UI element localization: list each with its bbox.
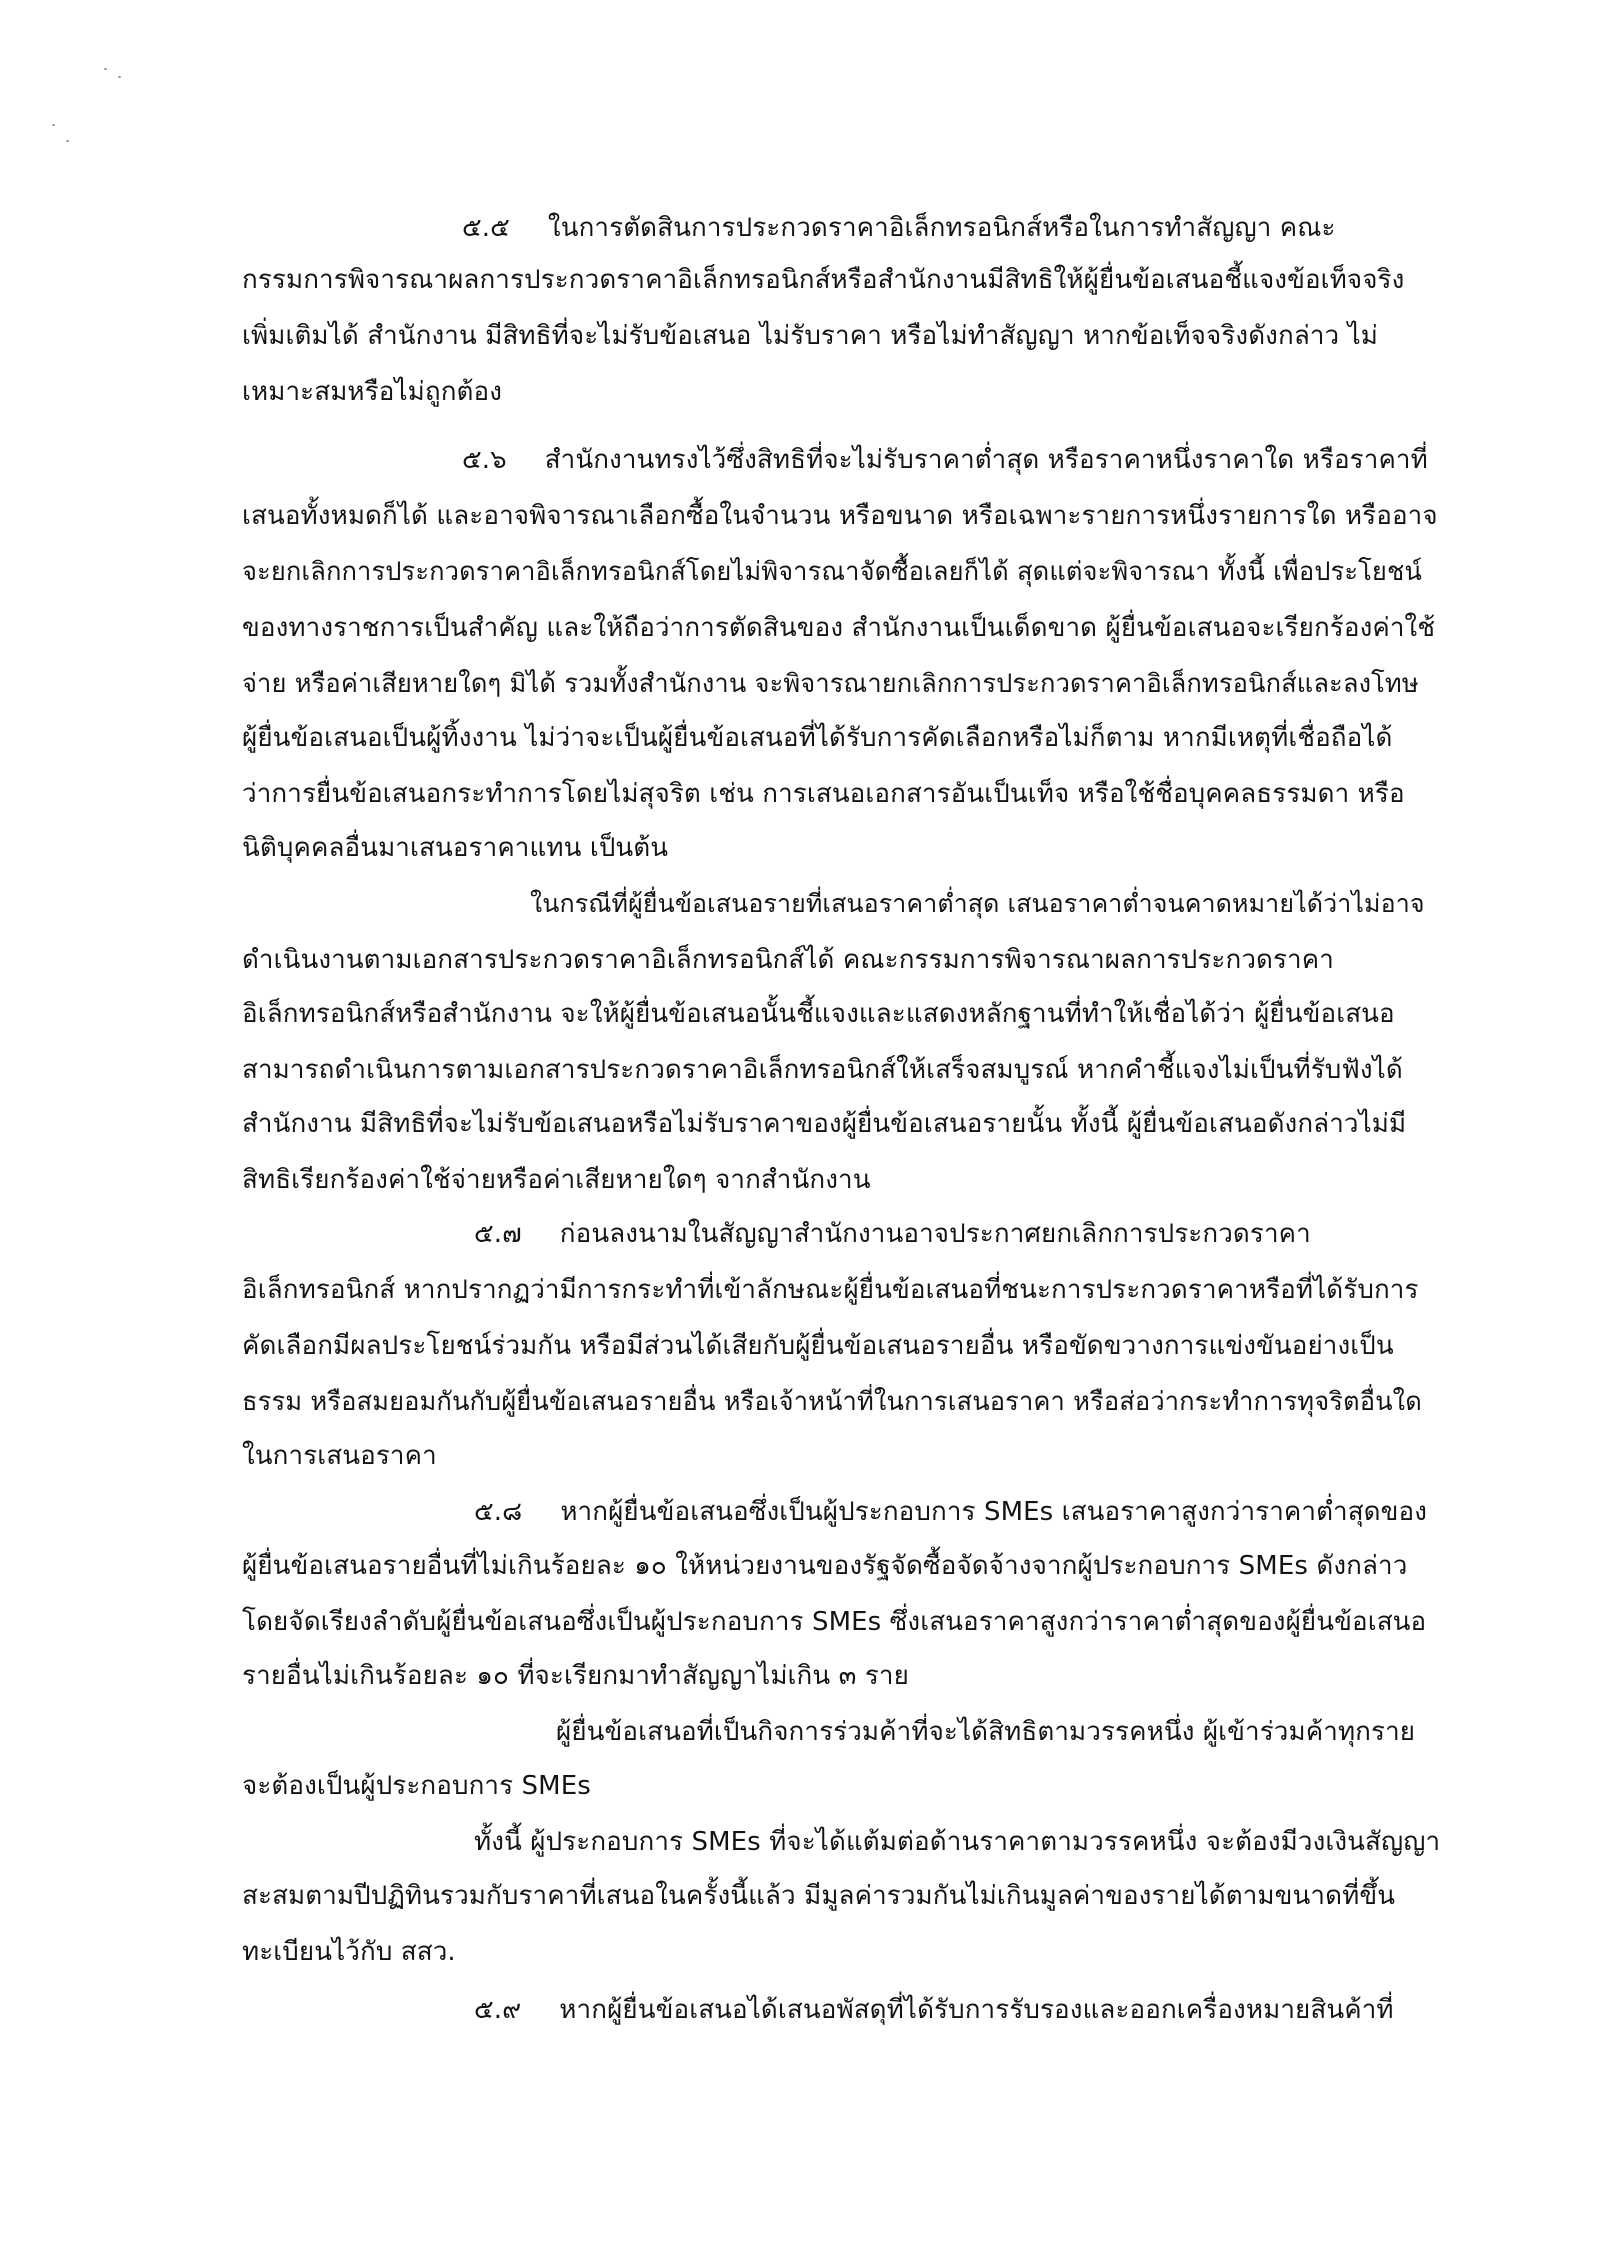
text-line: สะสมตามปีปฏิทินรวมกับราคาที่เสนอในครั้งนี้แล้ว มีมูลค่ารวมกันไม่เกินมูลค่าของรายได้ตามขนาดที่ขึ้น	[242, 1881, 1396, 1911]
text-line: ผู้ยื่นข้อเสนอที่เป็นกิจการร่วมค้าที่จะได้สิทธิตามวรรคหนึ่ง ผู้เข้าร่วมค้าทุกราย	[556, 1717, 1416, 1747]
text-line: หากผู้ยื่นข้อเสนอซึ่งเป็นผู้ประกอบการ SMEs เสนอราคาสูงกว่าราคาต่ำสุดของ	[560, 1497, 1428, 1527]
text-line: สามารถดำเนินการตามเอกสารประกวดราคาอิเล็กทรอนิกส์ให้เสร็จสมบูรณ์ หากคำชี้แจงไม่เป็นที่รับฟังได้	[242, 1055, 1403, 1085]
text-line: เสนอทั้งหมดก็ได้ และอาจพิจารณาเลือกซื้อในจำนวน หรือขนาด หรือเฉพาะรายการหนึ่งรายการใด หรืออาจ	[242, 501, 1438, 531]
text-line: คัดเลือกมีผลประโยชน์ร่วมกัน หรือมีส่วนได้เสียกับผู้ยื่นข้อเสนอรายอื่น หรือขัดขวางการแข่งขันอย่างเป็น	[242, 1331, 1394, 1361]
clause-number: ๕.๕	[462, 213, 510, 243]
scan-speck	[104, 68, 107, 70]
clause-number: ๕.๘	[474, 1497, 523, 1527]
text-line: จะต้องเป็นผู้ประกอบการ SMEs	[242, 1771, 591, 1801]
text-line: จ่าย หรือค่าเสียหายใดๆ มิได้ รวมทั้งสำนักงาน จะพิจารณายกเลิกการประกวดราคาอิเล็กทรอนิกส์และลงโทษ	[242, 669, 1419, 699]
text-line: ว่าการยื่นข้อเสนอกระทำการโดยไม่สุจริต เช่น การเสนอเอกสารอันเป็นเท็จ หรือใช้ชื่อบุคคลธรรมดา หรือ	[242, 779, 1405, 809]
text-line: ทะเบียนไว้กับ สสว.	[242, 1937, 456, 1967]
clause-heading-line	[474, 1990, 1394, 2030]
text-line: นิติบุคคลอื่นมาเสนอราคาแทน เป็นต้น	[242, 833, 669, 863]
clause-heading-line	[462, 208, 1336, 248]
text-line: อิเล็กทรอนิกส์หรือสำนักงาน จะให้ผู้ยื่นข้อเสนอนั้นชี้แจงและแสดงหลักฐานที่ทำให้เชื่อได้ว่า ผู้ยื่นข้อเสนอ	[242, 999, 1395, 1029]
text-line: ทั้งนี้ ผู้ประกอบการ SMEs ที่จะได้แต้มต่อด้านราคาตามวรรคหนึ่ง จะต้องมีวงเงินสัญญา	[474, 1827, 1441, 1857]
text-line: ของทางราชการเป็นสำคัญ และให้ถือว่าการตัดสินของ สำนักงานเป็นเด็ดขาด ผู้ยื่นข้อเสนอจะเรียกร้องค่าใช้	[242, 613, 1436, 643]
clause-number: ๕.๙	[474, 1995, 522, 2025]
text-line: รายอื่นไม่เกินร้อยละ ๑๐ ที่จะเรียกมาทำสัญญาไม่เกิน ๓ ราย	[242, 1661, 909, 1691]
text-line: กรรมการพิจารณาผลการประกวดราคาอิเล็กทรอนิกส์หรือสำนักงานมีสิทธิให้ผู้ยื่นข้อเสนอชี้แจงข้อเท็จจริง	[242, 265, 1405, 295]
text-line: ธรรม หรือสมยอมกันกับผู้ยื่นข้อเสนอรายอื่น หรือเจ้าหน้าที่ในการเสนอราคา หรือส่อว่ากระทำการทุจริตอื่นใด	[242, 1387, 1422, 1417]
text-line: หากผู้ยื่นข้อเสนอได้เสนอพัสดุที่ได้รับการรับรองและออกเครื่องหมายสินค้าที่	[559, 1995, 1394, 2025]
text-line: สำนักงานทรงไว้ซึ่งสิทธิที่จะไม่รับราคาต่ำสุด หรือราคาหนึ่งราคาใด หรือราคาที่	[544, 445, 1428, 475]
clause-heading-line	[474, 1214, 1311, 1254]
text-line: เพิ่มเติมได้ สำนักงาน มีสิทธิที่จะไม่รับข้อเสนอ ไม่รับราคา หรือไม่ทำสัญญา หากข้อเท็จจริงดังกล่าว ไม่	[242, 321, 1379, 351]
text-line: ผู้ยื่นข้อเสนอเป็นผู้ทิ้งงาน ไม่ว่าจะเป็นผู้ยื่นข้อเสนอที่ได้รับการคัดเลือกหรือไม่ก็ตาม หากมีเหตุที่เชื่อถือได้	[242, 723, 1393, 753]
text-line: เหมาะสมหรือไม่ถูกต้อง	[242, 377, 503, 407]
text-line: ในการเสนอราคา	[242, 1441, 437, 1471]
text-line: ผู้ยื่นข้อเสนอรายอื่นที่ไม่เกินร้อยละ ๑๐ ให้หน่วยงานของรัฐจัดซื้อจัดจ้างจากผู้ประกอบการ SMEs ดังกล่าว	[242, 1551, 1408, 1581]
scan-speck	[66, 140, 69, 142]
text-line: ในการตัดสินการประกวดราคาอิเล็กทรอนิกส์หรือในการทำสัญญา คณะ	[547, 213, 1336, 243]
clause-heading-line	[462, 440, 1428, 480]
clause-number: ๕.๗	[474, 1219, 522, 1249]
text-line: สิทธิเรียกร้องค่าใช้จ่ายหรือค่าเสียหายใดๆ จากสำนักงาน	[242, 1165, 871, 1195]
scan-speck	[52, 124, 55, 126]
text-line: ก่อนลงนามในสัญญาสำนักงานอาจประกาศยกเลิกการประกวดราคา	[559, 1219, 1311, 1249]
clause-number: ๕.๖	[462, 445, 507, 475]
text-line: ดำเนินงานตามเอกสารประกวดราคาอิเล็กทรอนิกส์ได้ คณะกรรมการพิจารณาผลการประกวดราคา	[242, 945, 1334, 975]
clause-heading-line	[474, 1492, 1427, 1532]
text-line: จะยกเลิกการประกวดราคาอิเล็กทรอนิกส์โดยไม่พิจารณาจัดซื้อเลยก็ได้ สุดแต่จะพิจารณา ทั้งนี้ เพื่อประโยชน์	[242, 557, 1422, 587]
text-line: อิเล็กทรอนิกส์ หากปรากฏว่ามีการกระทำที่เข้าลักษณะผู้ยื่นข้อเสนอที่ชนะการประกวดราคาหรือที่ได้รับการ	[242, 1275, 1419, 1305]
text-line: โดยจัดเรียงลำดับผู้ยื่นข้อเสนอซึ่งเป็นผู้ประกอบการ SMEs ซึ่งเสนอราคาสูงกว่าราคาต่ำสุดของผู้ยื่นข้อเสนอ	[242, 1607, 1427, 1637]
text-line: สำนักงาน มีสิทธิที่จะไม่รับข้อเสนอหรือไม่รับราคาของผู้ยื่นข้อเสนอรายนั้น ทั้งนี้ ผู้ยื่นข้อเสนอดังกล่าวไม่มี	[242, 1109, 1407, 1139]
text-line: ในกรณีที่ผู้ยื่นข้อเสนอรายที่เสนอราคาต่ำสุด เสนอราคาต่ำจนคาดหมายได้ว่าไม่อาจ	[530, 889, 1425, 918]
scan-speck	[118, 76, 121, 78]
